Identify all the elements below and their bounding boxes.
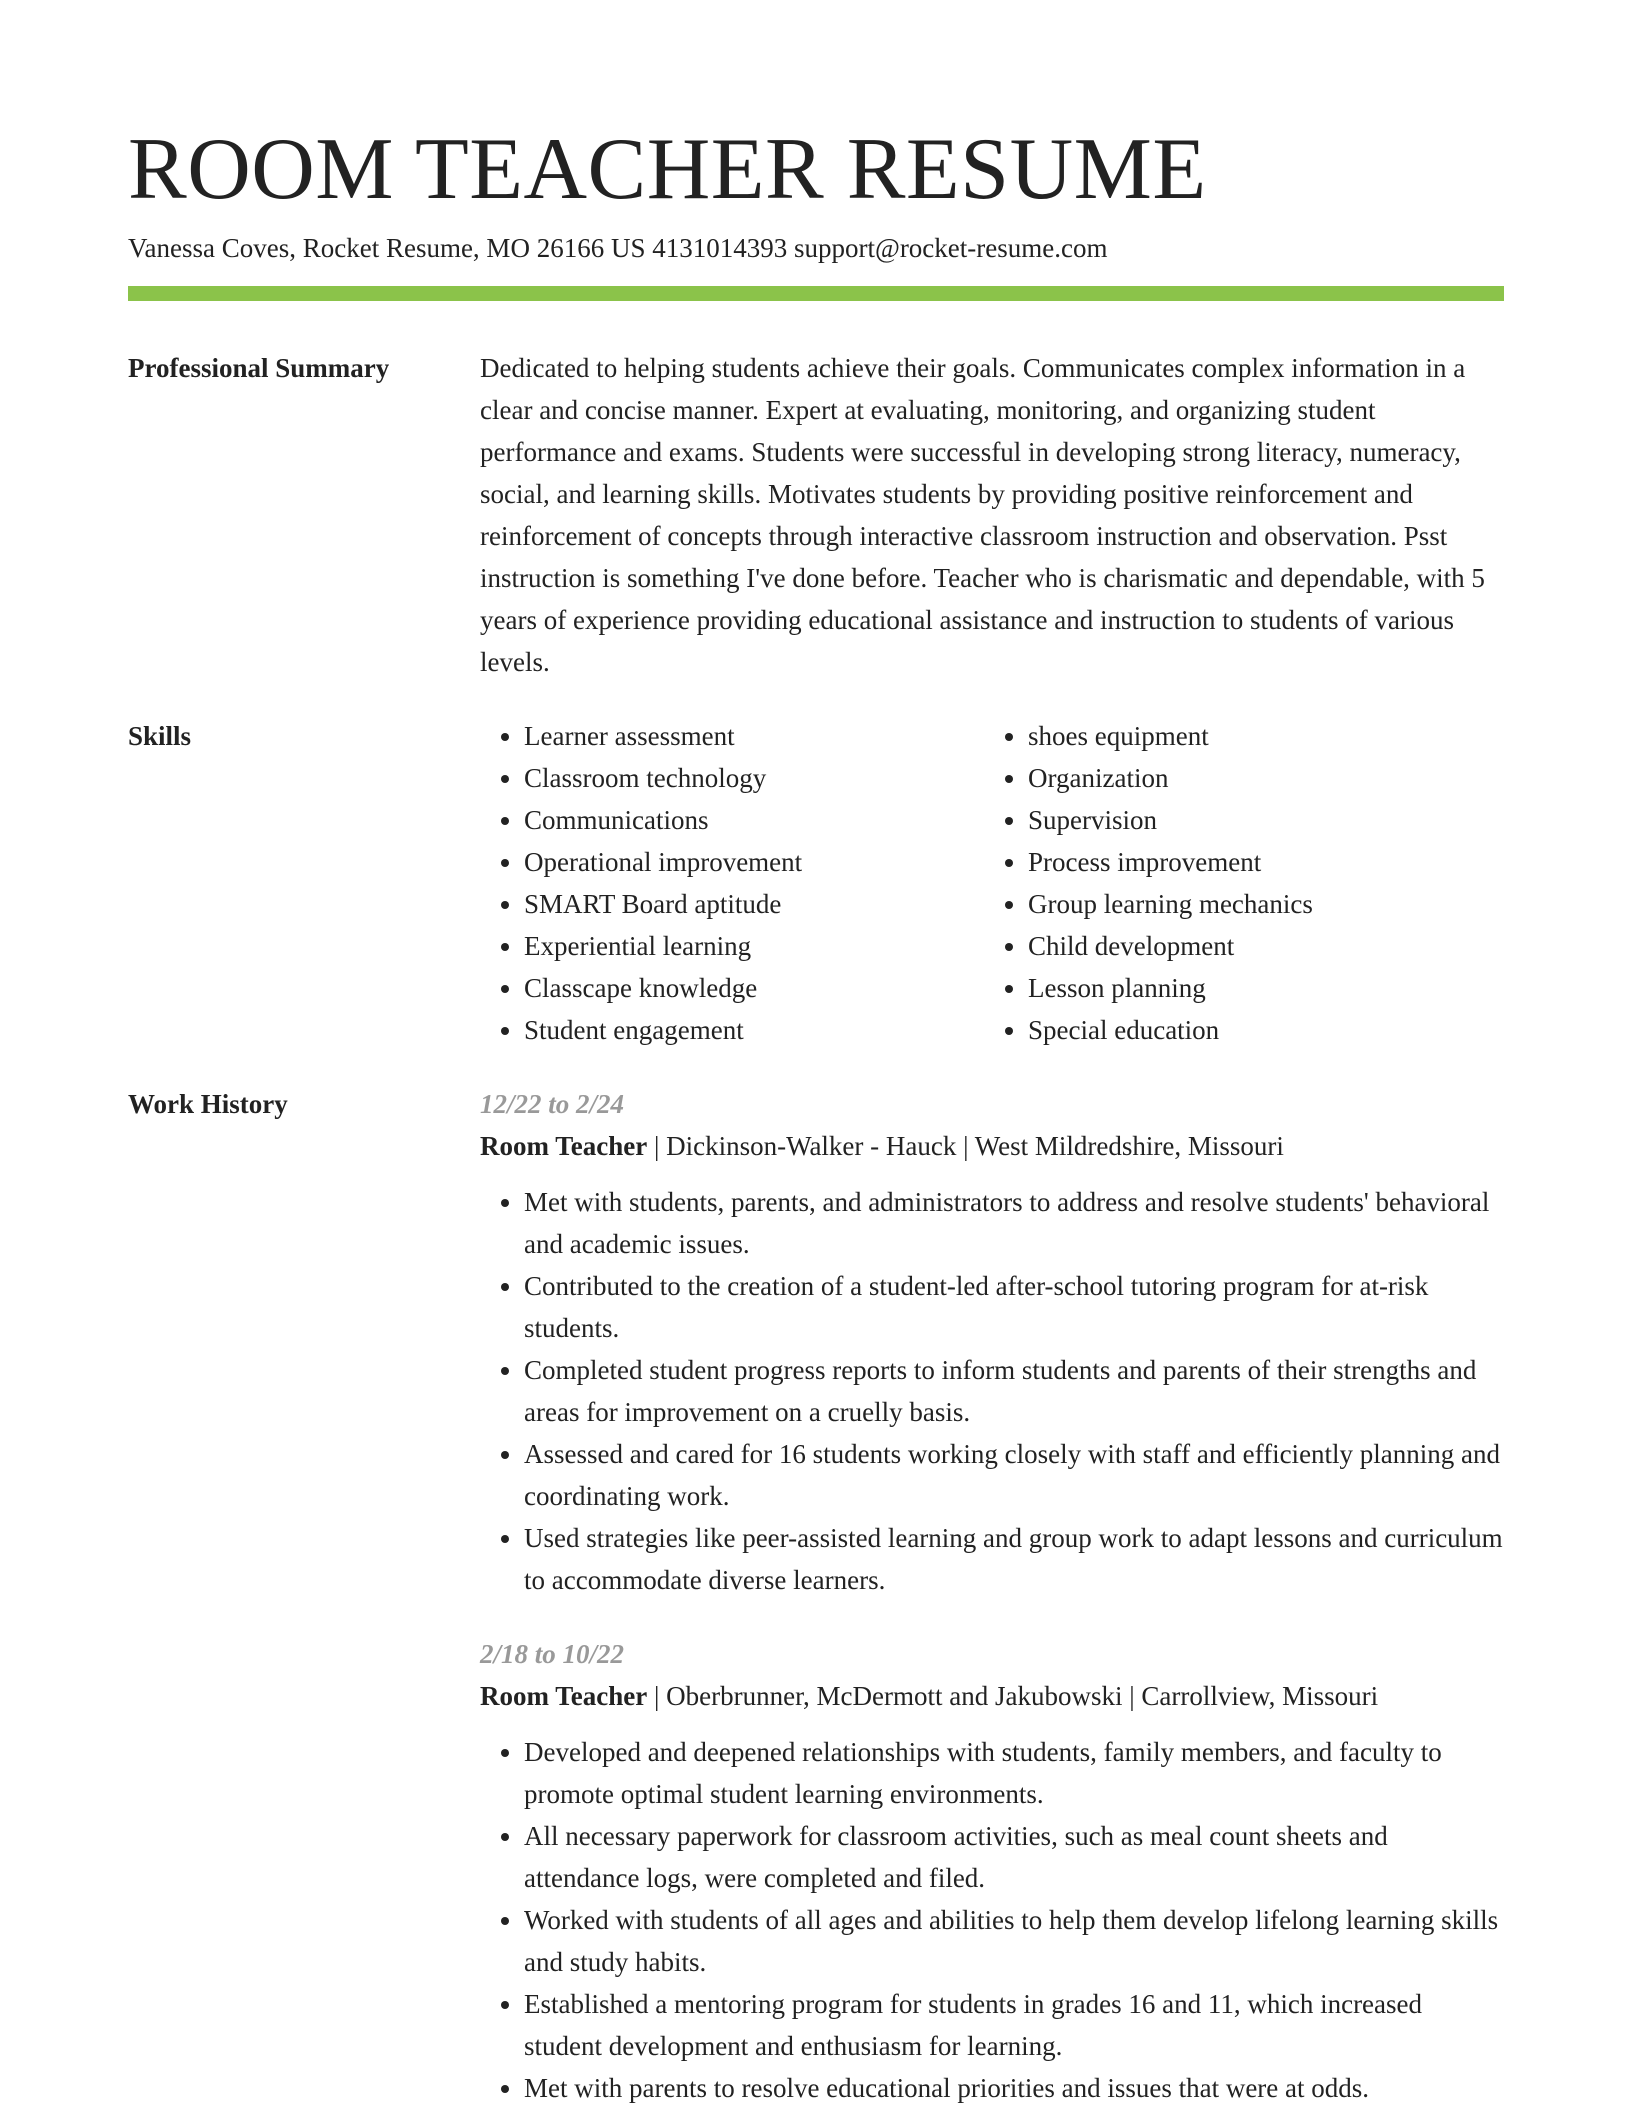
job-entry: [480, 1083, 1504, 1601]
skill-item: • Special education: [1028, 1009, 1488, 1051]
job-bullet: • Used strategies like peer-assisted learning and group work to adapt lessons and curriculum to accommodate diverse learners.: [524, 1517, 1504, 1601]
job-bullet-list: [480, 1181, 1504, 1601]
job-bullet: • Met with parents to resolve educational priorities and issues that were at odds.: [524, 2067, 1504, 2109]
job-bullet-list: [480, 1731, 1504, 2109]
section-label-skills: Skills: [128, 721, 192, 751]
job-entry: [480, 1633, 1504, 2109]
skills-list-right: [984, 715, 1488, 1051]
skill-item: • SMART Board aptitude: [524, 883, 984, 925]
skills-columns: [480, 715, 1504, 1051]
skill-item: • Supervision: [1028, 799, 1488, 841]
skill-item: • Experiential learning: [524, 925, 984, 967]
skill-item: • Communications: [524, 799, 984, 841]
job-bullet: • Worked with students of all ages and abilities to help them develop lifelong learning skills and study habits.: [524, 1899, 1504, 1983]
contact-line: Vanessa Coves, Rocket Resume, MO 26166 US 4131014393 support@rocket-resume.com: [128, 233, 1108, 263]
skill-item: • Classcape knowledge: [524, 967, 984, 1009]
job-bullet: • Completed student progress reports to inform students and parents of their strengths and areas for improvement on a cruelly basis.: [524, 1349, 1504, 1433]
skill-item: • Group learning mechanics: [1028, 883, 1488, 925]
section-label-work-history: Work History: [128, 1089, 288, 1119]
skill-item: • Child development: [1028, 925, 1488, 967]
job-details: | Dickinson-Walker - Hauck | West Mildredshire, Missouri: [647, 1131, 1284, 1161]
skill-item: • Operational improvement: [524, 841, 984, 883]
skill-item: • Lesson planning: [1028, 967, 1488, 1009]
job-details: | Oberbrunner, McDermott and Jakubowski | Carrollview, Missouri: [647, 1681, 1379, 1711]
skill-item: • Organization: [1028, 757, 1488, 799]
job-bullet: • All necessary paperwork for classroom activities, such as meal count sheets and attendance logs, were completed and filed.: [524, 1815, 1504, 1899]
job-bullet: • Established a mentoring program for students in grades 16 and 11, which increased student development and enthusiasm for learning.: [524, 1983, 1504, 2067]
job-bullet: • Contributed to the creation of a student-led after-school tutoring program for at-risk students.: [524, 1265, 1504, 1349]
work-history-content: [480, 1083, 1504, 2109]
job-dates: 12/22 to 2/24: [480, 1089, 625, 1119]
skills-list-left: [480, 715, 984, 1051]
skill-item: • Student engagement: [524, 1009, 984, 1051]
job-bullet: • Developed and deepened relationships with students, family members, and faculty to promote optimal student learning environments.: [524, 1731, 1504, 1815]
section-label-summary: Professional Summary: [128, 353, 390, 383]
skills-content: [480, 715, 1504, 1051]
job-heading: [480, 1125, 1504, 1167]
skill-item: • Learner assessment: [524, 715, 984, 757]
resume-title: ROOM TEACHER RESUME: [128, 121, 1207, 218]
summary-text: Dedicated to helping students achieve their goals. Communicates complex information in a clear and concise manner. Expert at evaluating, monitoring, and organizing student performance and exams. Students were successful in developing strong literacy, numeracy, social, and learning skills. Motivates students by providing positive reinforcement and reinforcement of concepts through interactive classroom instruction and observation. Psst instruction is something I've done before. Teacher who is charismatic and dependable, with 5 years of experience providing educational assistance and instruction to students of various levels.: [480, 353, 1485, 677]
job-bullet: • Assessed and cared for 16 students working closely with staff and efficiently planning and coordinating work.: [524, 1433, 1504, 1517]
job-heading: [480, 1675, 1504, 1717]
summary-content: [480, 347, 1504, 683]
accent-divider: [128, 286, 1504, 301]
skill-item: • Process improvement: [1028, 841, 1488, 883]
job-dates: 2/18 to 10/22: [480, 1639, 625, 1669]
skill-item: • shoes equipment: [1028, 715, 1488, 757]
job-title: Room Teacher: [480, 1681, 648, 1711]
job-title: Room Teacher: [480, 1131, 648, 1161]
job-bullet: • Met with students, parents, and administrators to address and resolve students' behavioral and academic issues.: [524, 1181, 1504, 1265]
skill-item: • Classroom technology: [524, 757, 984, 799]
